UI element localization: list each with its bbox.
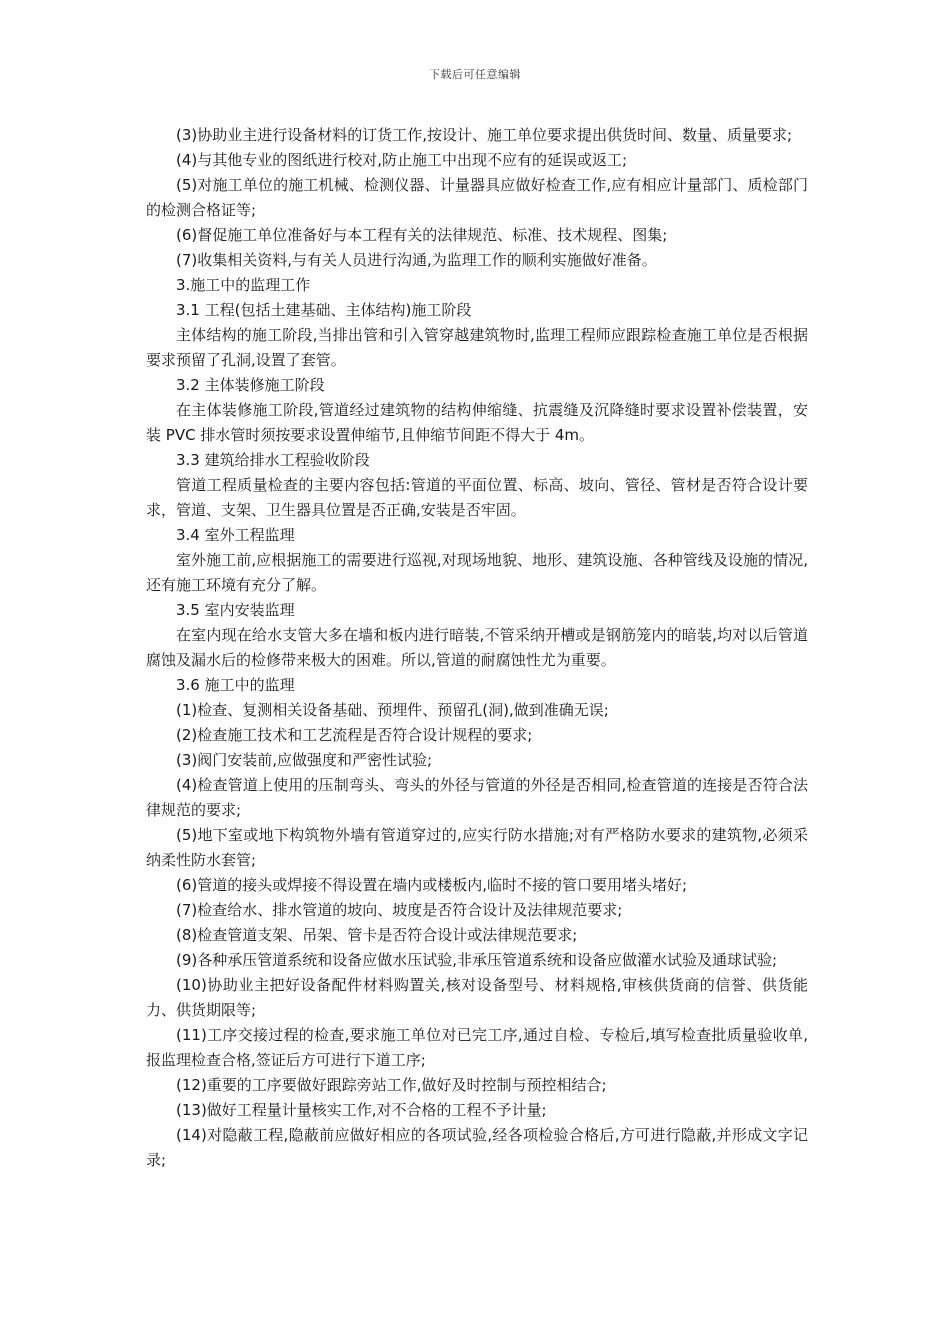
list-item: (1)检查、复测相关设备基础、预埋件、预留孔(洞),做到准确无误; [176,701,609,719]
list-item: (9)各种承压管道系统和设备应做水压试验,非承压管道系统和设备应做灌水试验及通球试验; [176,951,778,969]
list-item: (2)检查施工技术和工艺流程是否符合设计规程的要求; [176,726,533,744]
paragraph: 在主体装修施工阶段,管道经过建筑物的结构伸缩缝、抗震缝及沉降缝时要求设置补偿装置，安装 PVC 排水管时须按要求设置伸缩节,且伸缩节间距不得大于 4m。 [146,401,808,444]
list-item: (13)做好工程量计量核实工作,对不合格的工程不予计量; [176,1101,547,1119]
paragraph: (7)收集相关资料,与有关人员进行沟通,为监理工作的顺利实施做好准备。 [176,251,657,269]
section-heading: 3.施工中的监理工作 [176,276,311,294]
paragraph: (4)与其他专业的图纸进行校对,防止施工中出现不应有的延误或返工; [176,151,628,169]
list-item: (3)阀门安装前,应做强度和严密性试验; [176,751,433,769]
paragraph: (6)督促施工单位准备好与本工程有关的法律规范、标准、技术规程、图集; [176,226,668,244]
subsection-heading: 3.6 施工中的监理 [176,676,295,694]
subsection-heading: 3.5 室内安装监理 [176,601,295,619]
paragraph: 在室内现在给水支管大多在墙和板内进行暗装,不管采纳开槽或是钢筋笼内的暗装,均对以后管道腐蚀及漏水后的检修带来极大的困难。所以,管道的耐腐蚀性尤为重要。 [146,626,808,669]
list-item: (8)检查管道支架、吊架、管卡是否符合设计或法律规范要求; [176,926,578,944]
list-item: (11)工序交接过程的检查,要求施工单位对已完工序,通过自检、专检后,填写检查批质量验收单,报监理检查合格,签证后方可进行下道工序; [146,1026,808,1069]
paragraph: 室外施工前,应根据施工的需要进行巡视,对现场地貌、地形、建筑设施、各种管线及设施的情况,还有施工环境有充分了解。 [146,551,808,594]
subsection-heading: 3.4 室外工程监理 [176,526,295,544]
paragraph: (5)对施工单位的施工机械、检测仪器、计量器具应做好检查工作,应有相应计量部门、质检部门的检测合格证等; [146,176,808,219]
list-item: (4)检查管道上使用的压制弯头、弯头的外径与管道的外径是否相同,检查管道的连接是否符合法律规范的要求; [146,776,808,819]
list-item: (14)对隐蔽工程,隐蔽前应做好相应的各项试验,经各项检验合格后,方可进行隐蔽,并形成文字记录; [146,1126,808,1169]
paragraph: (3)协助业主进行设备材料的订货工作,按设计、施工单位要求提出供货时间、数量、质量要求; [176,126,793,144]
paragraph: 主体结构的施工阶段,当排出管和引入管穿越建筑物时,监理工程师应跟踪检查施工单位是否根据要求预留了孔洞,设置了套管。 [146,326,808,369]
list-item: (12)重要的工序要做好跟踪旁站工作,做好及时控制与预控相结合; [176,1076,607,1094]
list-item: (6)管道的接头或焊接不得设置在墙内或楼板内,临时不接的管口要用堵头堵好; [176,876,688,894]
document-body [146,123,808,1173]
list-item: (5)地下室或地下构筑物外墙有管道穿过的,应实行防水措施;对有严格防水要求的建筑物,必须采纳柔性防水套管; [146,826,808,869]
list-item: (7)检查给水、排水管道的坡向、坡度是否符合设计及法律规范要求; [176,901,623,919]
paragraph: 管道工程质量检查的主要内容包括:管道的平面位置、标高、坡向、管径、管材是否符合设计要求，管道、支架、卫生器具位置是否正确,安装是否牢固。 [146,476,808,519]
subsection-heading: 3.3 建筑给排水工程验收阶段 [176,451,370,469]
list-item: (10)协助业主把好设备配件材料购置关,核对设备型号、材料规格,审核供货商的信誉、供货能力、供货期限等; [146,976,808,1019]
subsection-heading: 3.1 工程(包括土建基础、主体结构)施工阶段 [176,301,472,319]
page-header: 下载后可任意编辑 [429,68,521,81]
subsection-heading: 3.2 主体装修施工阶段 [176,376,325,394]
